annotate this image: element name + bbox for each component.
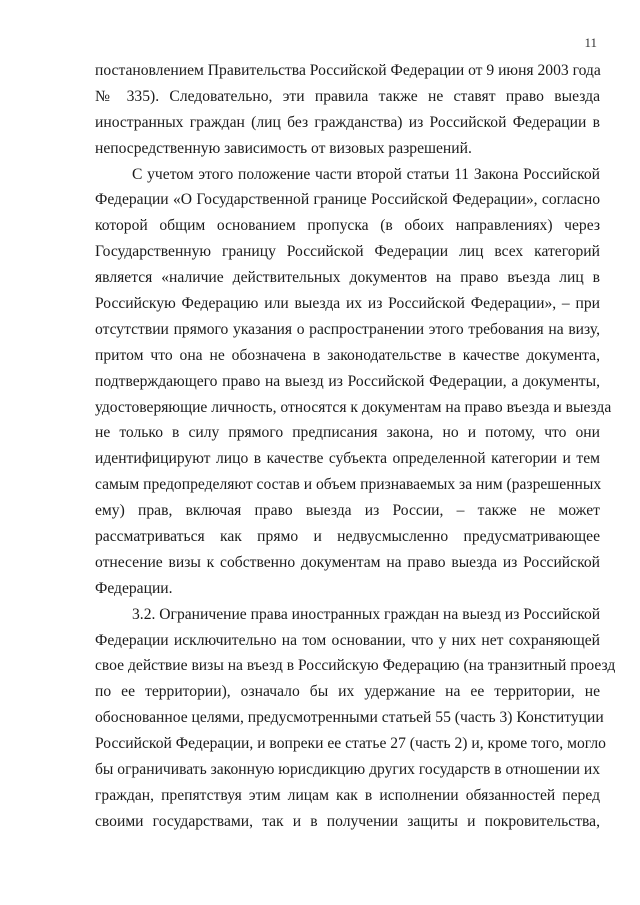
text-line: Федерации. — [95, 579, 173, 597]
text-line: самым предопределяют состав и объем признаваемых за ним (разрешенных — [95, 476, 602, 494]
text-line: отсутствии прямого указания о распространении этого требования на визу, — [95, 320, 600, 338]
text-line: не только в силу прямого предписания закона, но и потому, что они — [95, 424, 600, 442]
text-line: своими государствами, так и в получении защиты и покровительства, — [95, 812, 600, 830]
text-line: притом что она не обозначена в законодательстве в качестве документа, — [95, 346, 600, 364]
text-line: Федерации исключительно на том основании, что у них нет сохраняющей — [95, 631, 600, 649]
text-line: непосредственную зависимость от визовых разрешений. — [95, 139, 472, 157]
text-line: Российскую Федерацию или выезда их из Российской Федерации», – при — [95, 295, 600, 313]
text-line: Государственную границу Российской Федерации лиц всех категорий — [95, 243, 600, 261]
text-line: отнесение визы к собственно документам на право выезда из Российской — [95, 553, 600, 571]
text-line: является «наличие действительных документов на право въезда лиц в — [95, 269, 600, 287]
text-line: рассматриваться как прямо и недвусмысленно предусматривающее — [95, 528, 600, 546]
text-line: по ее территории), означало бы их удержание на ее территории, не — [95, 683, 600, 701]
text-line: № 335). Следовательно, эти правила также не ставят право выезда — [95, 87, 600, 105]
text-line: идентифицируют лицо в качестве субъекта определенной категории и тем — [95, 450, 600, 468]
text-line: бы ограничивать законную юрисдикцию других государств в отношении их — [95, 761, 601, 779]
paragraph-first-line: С учетом этого положение части второй статьи 11 Закона Российской — [132, 165, 600, 183]
paragraph-first-line: 3.2. Ограничение права иностранных граждан на выезд из Российской — [132, 605, 601, 623]
text-line: свое действие визы на въезд в Российскую Федерацию (на транзитный проезд — [95, 657, 616, 675]
text-line: ему) прав, включая право выезда из России, – также не может — [95, 502, 600, 520]
text-line: Российской Федерации, и вопреки ее статье 27 (часть 2) и, кроме того, могло — [95, 735, 606, 753]
text-line: иностранных граждан (лиц без гражданства) из Российской Федерации в — [95, 113, 600, 131]
text-line: граждан, препятствуя этим лицам как в исполнении обязанностей перед — [95, 786, 600, 804]
text-line: постановлением Правительства Российской Федерации от 9 июня 2003 года — [95, 62, 601, 79]
text-line: подтверждающего право на выезд из Российской Федерации, а документы, — [95, 372, 600, 390]
body-text — [95, 58, 616, 835]
text-line: удостоверяющие личность, относятся к документам на право въезда и выезда — [95, 398, 612, 416]
text-line: Федерации «О Государственной границе Российской Федерации», согласно — [95, 191, 600, 209]
text-line: которой общим основанием пропуска (в обоих направлениях) через — [95, 217, 600, 235]
page-number: 11 — [584, 35, 597, 50]
text-line: обоснованное целями, предусмотренными статьей 55 (часть 3) Конституции — [95, 709, 604, 727]
